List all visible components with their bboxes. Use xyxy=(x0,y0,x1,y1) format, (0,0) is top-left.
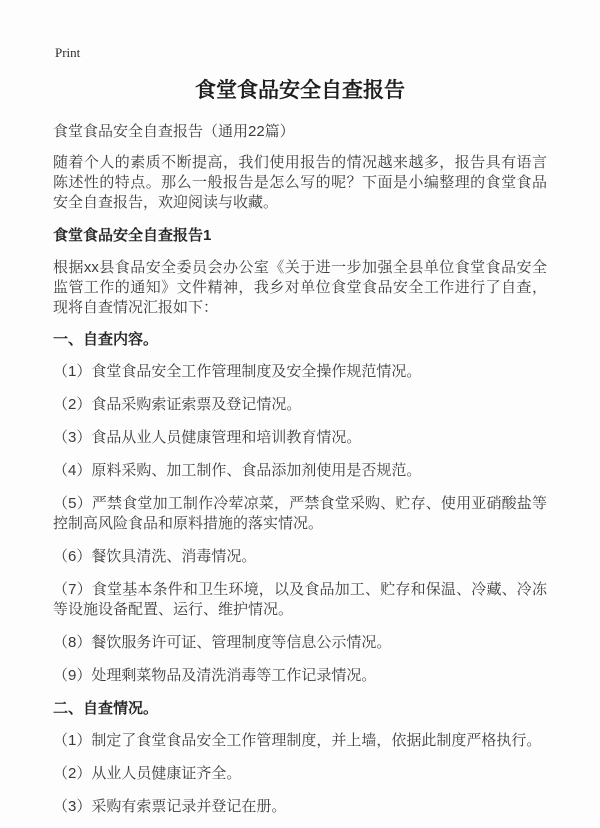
section-1-heading: 一、自查内容。 xyxy=(53,331,159,348)
section-1-item-2: （2）食品采购索证索票及登记情况。 xyxy=(53,396,302,413)
section-1-item-7: （7）食堂基本条件和卫生环境，以及食品加工、贮存和保温、冷藏、冷冻等设施设备配置、运行、维护情况。 xyxy=(53,581,547,618)
page-title: 食堂食品安全自查报告 xyxy=(195,79,405,102)
section-1-item-3: （3）食品从业人员健康管理和培训教育情况。 xyxy=(53,429,362,446)
section-2-item-2: （2）从业人员健康证齐全。 xyxy=(53,765,242,782)
section-2-item-3: （3）采购有索票记录并登记在册。 xyxy=(53,798,287,815)
document-subtitle: 食堂食品安全自查报告（通用22篇） xyxy=(53,123,295,140)
section-2-item-1: （1）制定了食堂食品安全工作管理制度，并上墙，依据此制度严格执行。 xyxy=(53,732,542,749)
section-1-item-4: （4）原料采购、加工制作、食品添加剂使用是否规范。 xyxy=(53,462,422,479)
print-link[interactable]: Print xyxy=(55,45,81,60)
intro-paragraph: 随着个人的素质不断提高，我们使用报告的情况越来越多，报告具有语言陈述性的特点。那么一般报告是怎么写的呢？下面是小编整理的食堂食品安全自查报告，欢迎阅读与收藏。 xyxy=(53,154,547,211)
section-1-item-8: （8）餐饮服务许可证、管理制度等信息公示情况。 xyxy=(53,634,392,651)
section-1-item-1: （1）食堂食品安全工作管理制度及安全操作规范情况。 xyxy=(53,363,422,380)
section-2-heading: 二、自查情况。 xyxy=(53,700,159,717)
section-1-item-9: （9）处理剩菜物品及清洗消毒等工作记录情况。 xyxy=(53,667,377,684)
report-heading: 食堂食品安全自查报告1 xyxy=(53,227,212,244)
report-lead-paragraph: 根据xx县食品安全委员会办公室《关于进一步加强全县单位食堂食品安全监管工作的通知》文件精神，我乡对单位食堂食品安全工作进行了自查，现将自查情况汇报如下： xyxy=(53,259,547,316)
section-1-item-5: （5）严禁食堂加工制作冷荤凉菜，严禁食堂采购、贮存、使用亚硝酸盐等控制高风险食品和原料措施的落实情况。 xyxy=(53,495,547,532)
section-1-item-6: （6）餐饮具清洗、消毒情况。 xyxy=(53,548,257,565)
